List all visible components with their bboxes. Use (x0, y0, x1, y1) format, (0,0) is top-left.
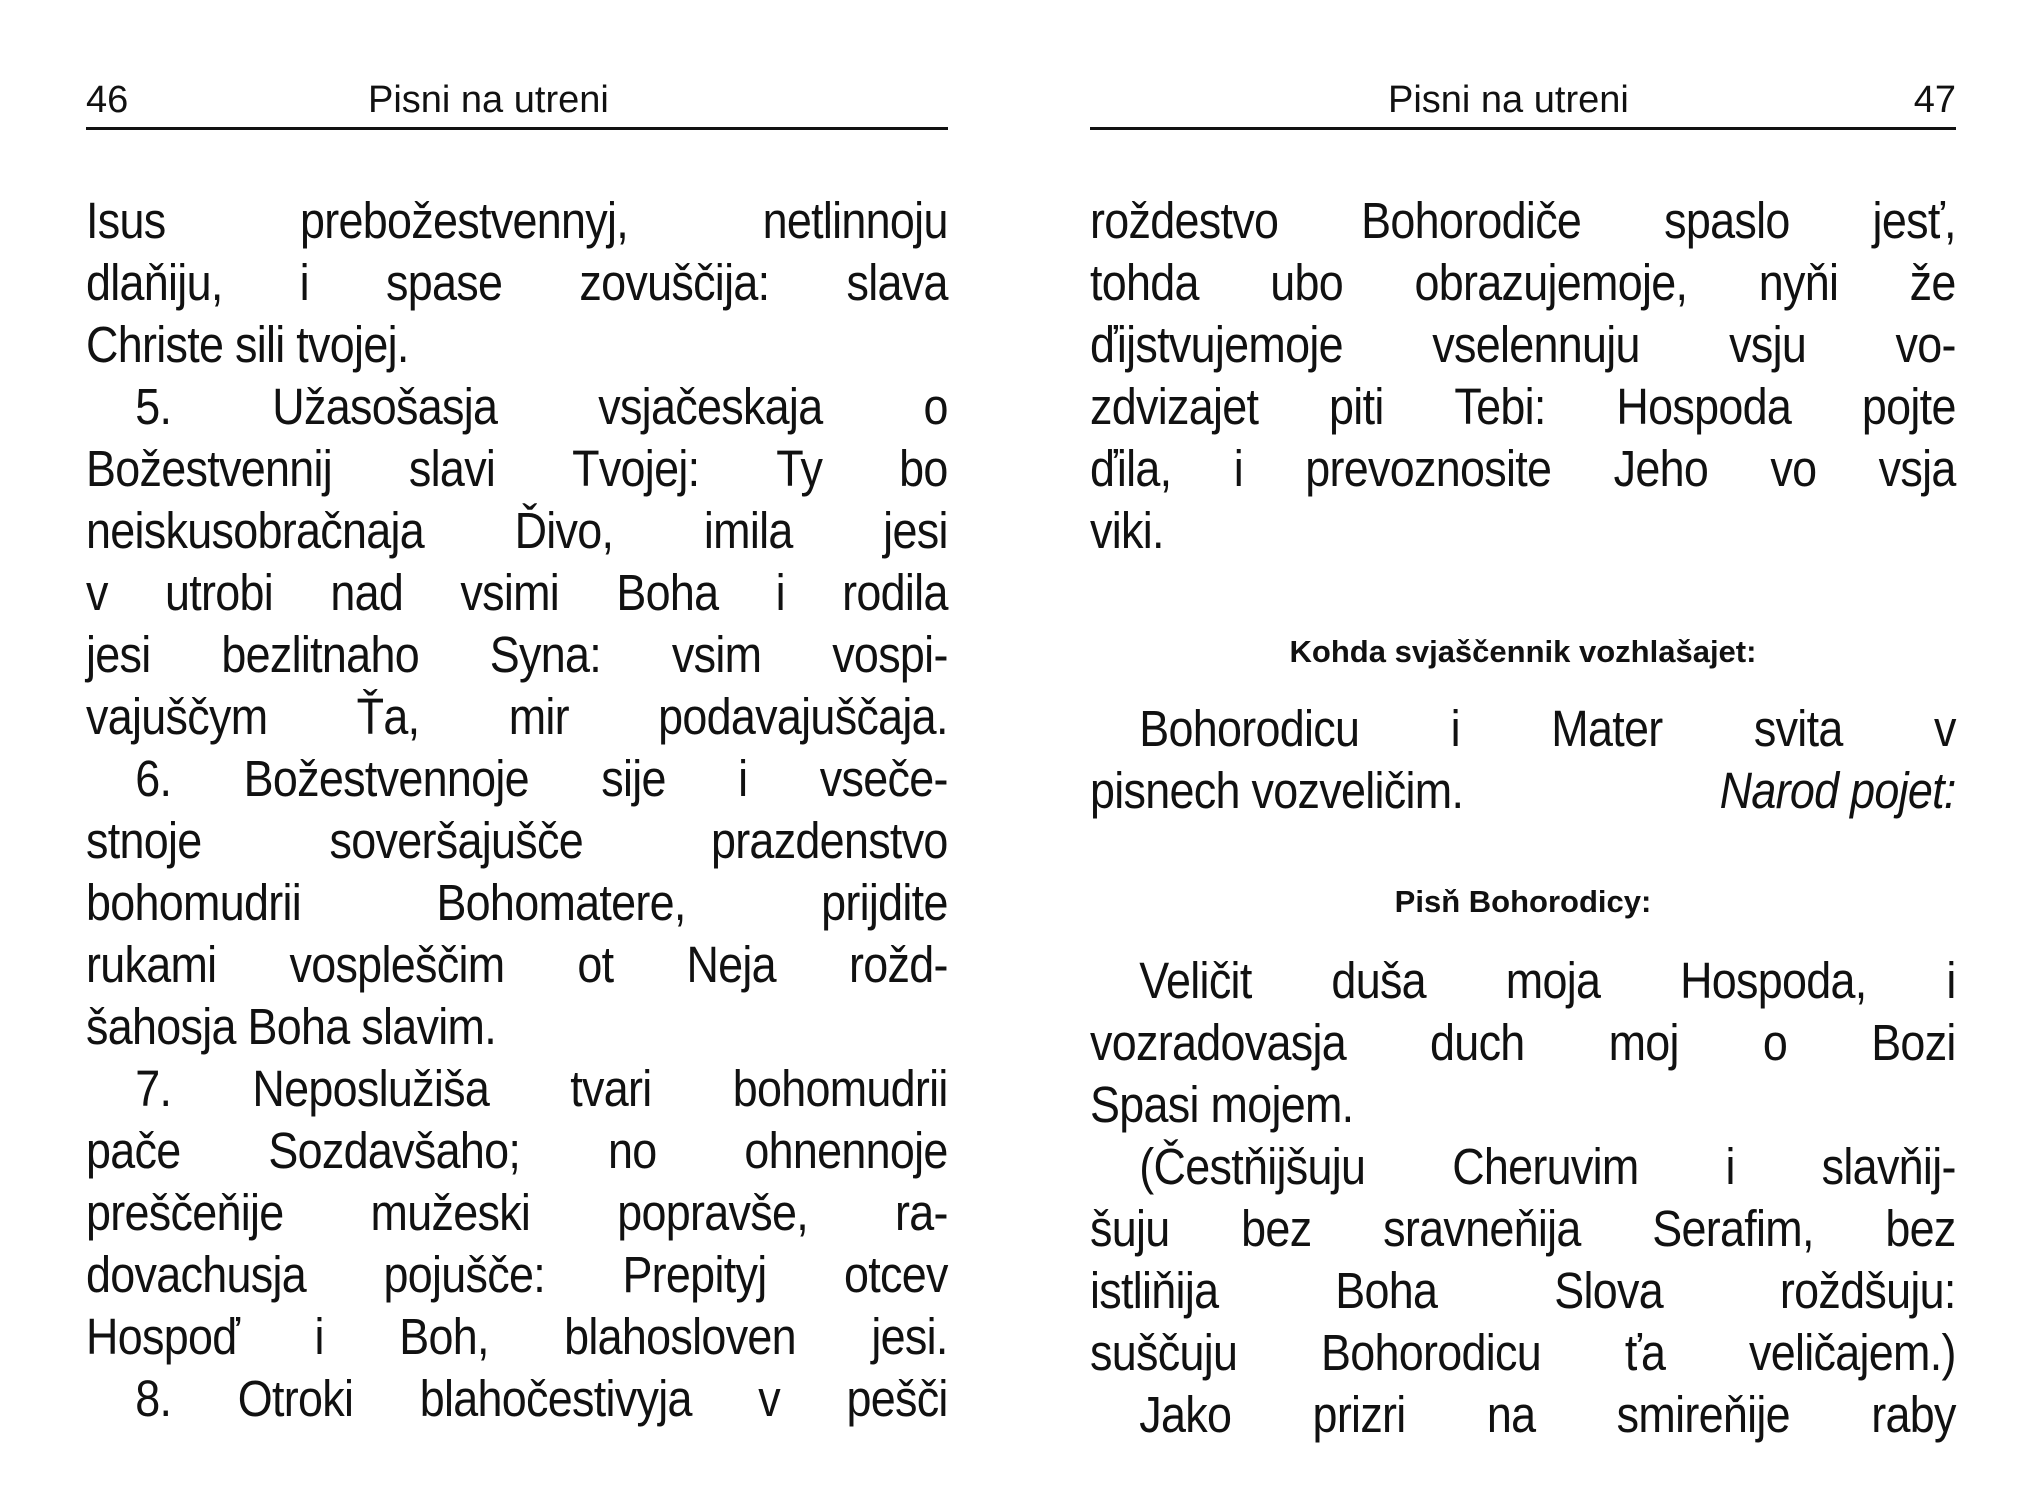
text-line: Hospoď i Boh, blahosloven jesi. (86, 1308, 948, 1365)
text-line: šahosja Boha slavim. (86, 998, 497, 1055)
text-line: zdvizajet piti Tebi: Hospoda pojte (1090, 378, 1956, 435)
text-line: tohda ubo obrazujemoje, nyňi že (1090, 254, 1956, 311)
text-line: šuju bez sravneňija Serafim, bez (1090, 1200, 1956, 1257)
text-line: v utrobi nad vsimi Boha i rodila (86, 564, 948, 621)
text-line: 6. Božestvennoje sije i vseče- (135, 750, 948, 807)
page-number: 47 (1913, 79, 1956, 121)
text-line: vozradovasja duch moj o Bozi (1090, 1014, 1956, 1071)
text-line: 7. Neposlužiša tvari bohomudrii (135, 1060, 948, 1117)
text-line: suščuju Bohorodicu ťa veličajem.) (1090, 1324, 1956, 1381)
body-text (1090, 698, 1956, 822)
text-line: Isus prebožestvennyj, netlinnoju (86, 192, 948, 249)
running-head (86, 70, 948, 130)
text-run: pisnech vozveličim. (1090, 762, 1464, 819)
text-line: ďila, i prevoznosite Jeho vo vsja (1090, 440, 1956, 497)
text-line: jesi bezlitnaho Syna: vsim vospi- (86, 626, 948, 683)
text-line: preščeňije mužeski popravše, ra- (86, 1184, 948, 1241)
text-line: rukami vospleščim ot Neja rožd- (86, 936, 948, 993)
running-head (1090, 70, 1956, 130)
text-line: (Čestňijšuju Cheruvim i slavňij- (1139, 1138, 1956, 1195)
text-line: istliňija Boha Slova roždšuju: (1090, 1262, 1956, 1319)
left-page (86, 0, 948, 1500)
text-line: ďijstvujemoje vselennuju vsju vo- (1090, 316, 1956, 373)
text-line: stnoje soveršajušče prazdenstvo (86, 812, 948, 869)
running-head-title: Pisni na utreni (1388, 79, 1629, 121)
running-head-title: Pisni na utreni (368, 79, 609, 121)
text-line: Božestvennij slavi Tvojej: Ty bo (86, 440, 948, 497)
right-page (1090, 0, 1956, 1500)
text-line: roždestvo Bohorodiče spaslo jesť, (1090, 192, 1956, 249)
text-line (1090, 760, 1956, 822)
text-line: Christe sili tvojej. (86, 316, 409, 373)
text-line: neiskusobračnaja Ďivo, imila jesi (86, 502, 948, 559)
body-text (1090, 190, 1956, 562)
body-text (1090, 950, 1956, 1446)
text-line: 5. Užasošasja vsjačeskaja o (135, 378, 948, 435)
body-text (86, 190, 948, 1430)
text-line: dovachusja pojušče: Prepityj otcev (86, 1246, 948, 1303)
text-line: dlaňiju, i spase zovuščija: slava (86, 254, 948, 311)
header-rule (86, 127, 948, 130)
text-line: Spasi mojem. (1090, 1076, 1354, 1133)
text-line: pače Sozdavšaho; no ohnennoje (86, 1122, 948, 1179)
rubric-heading: Kohda svjaščennik vozhlašajet: (1289, 634, 1757, 669)
text-line: Veličit duša moja Hospoda, i (1139, 952, 1956, 1009)
italic-rubric: Narod pojet: (1719, 762, 1956, 819)
text-line: bohomudrii Bohomatere, prijdite (86, 874, 948, 931)
text-line: Bohorodicu i Mater svita v (1139, 700, 1956, 757)
text-line: 8. Otroki blahočestivyja v pešči (135, 1370, 948, 1427)
text-line: vajuščym Ťa, mir podavajuščaja. (86, 688, 948, 745)
page-number: 46 (86, 79, 129, 121)
text-line: viki. (1090, 502, 1164, 559)
rubric-heading: Pisň Bohorodicy: (1394, 884, 1652, 919)
header-rule (1090, 127, 1956, 130)
text-line: Jako prizri na smireňije raby (1139, 1386, 1956, 1443)
